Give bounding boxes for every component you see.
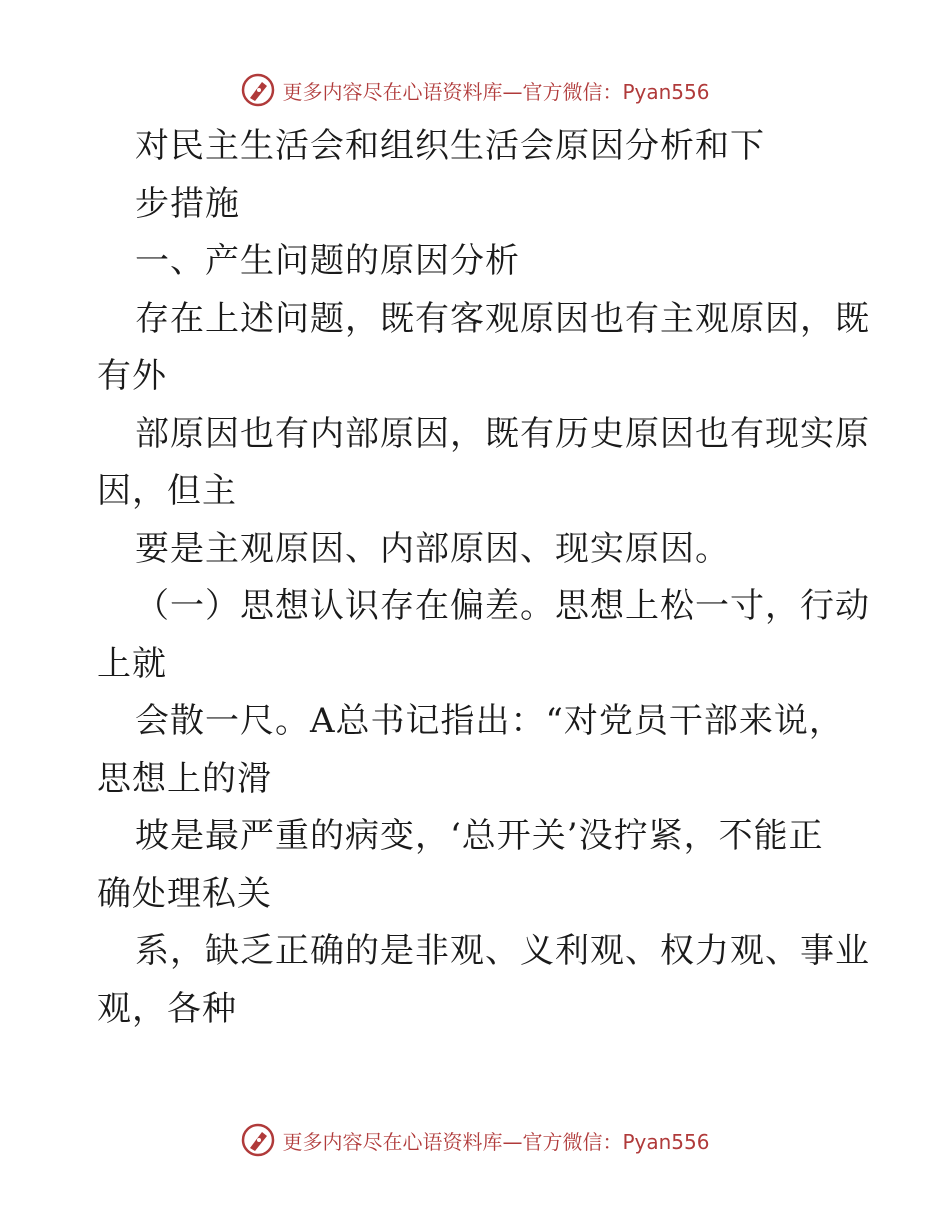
- text-line: 坡是最严重的病变，‘总开关’没拧紧，不能正: [135, 816, 824, 856]
- text-line: 步措施: [135, 183, 240, 224]
- text-line: 存在上述问题，既有客观原因也有主观原因，既: [135, 298, 870, 339]
- text-line: 因，但主: [97, 471, 237, 511]
- text-line: 思想上的滑: [97, 758, 272, 799]
- text-line: 系，缺乏正确的是非观、义利观、权力观、事业: [135, 931, 870, 971]
- text-line: 对民主生活会和组织生活会原因分析和下: [135, 126, 765, 166]
- text-line: 观，各种: [97, 988, 237, 1029]
- watermark-text: 更多内容尽在心语资料库—官方微信：Pyan556: [282, 79, 710, 104]
- pen-nib-logo-icon: [240, 1122, 276, 1158]
- text-line: 上就: [97, 643, 167, 684]
- header-watermark: [0, 70, 950, 110]
- document-body: [97, 118, 870, 1038]
- text-line: 要是主观原因、内部原因、现实原因。: [135, 528, 730, 569]
- text-line: 部原因也有内部原因，既有历史原因也有现实原: [135, 413, 870, 454]
- text-line: 有外: [97, 356, 167, 396]
- text-line: 一、产生问题的原因分析: [135, 241, 520, 281]
- footer-watermark: [0, 1120, 950, 1160]
- watermark-text: 更多内容尽在心语资料库—官方微信：Pyan556: [282, 1129, 710, 1154]
- text-line: （一）思想认识存在偏差。思想上松一寸，行动: [135, 586, 870, 626]
- text-line: 确处理私关: [97, 873, 272, 914]
- text-line: 会散一尺。A总书记指出：“对党员干部来说，: [135, 701, 844, 741]
- pen-nib-logo-icon: [240, 72, 276, 108]
